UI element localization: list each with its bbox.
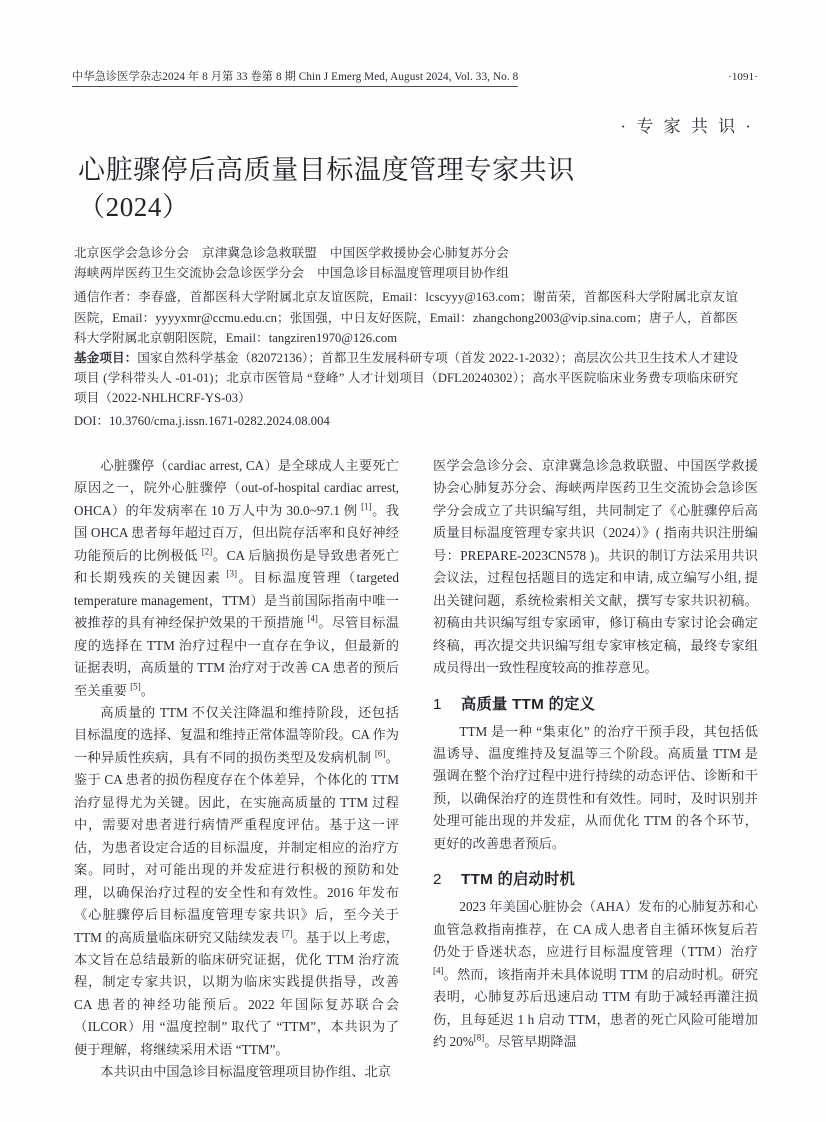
- reference-marker[interactable]: [1]: [361, 501, 372, 512]
- text-run: TTM 是一种 “集束化” 的治疗干预手段，其包括低温诱导、温度维持及复温等三个阶段。高质量 TTM 是强调在整个治疗过程中进行持续的动态评估、诊断和干预，以确保治疗的连贯性和有效性。同时，及时识别并处理可能出现的并发症，从而优化 TTM 的各个环节，更好的改善患者预后。: [433, 723, 758, 851]
- funding-statement: [74, 348, 738, 409]
- body-paragraph: [433, 721, 758, 856]
- text-run: 。目标温度管理（targeted temperature management，TTM）是当前国际指南中唯一被推荐的具有神经保护效果的干预措施: [74, 570, 399, 631]
- reference-marker[interactable]: [4]: [433, 965, 444, 976]
- text-run: 2023 年美国心脏协会（AHA）发布的心肺复苏和心血管急救指南推荐，在 CA 成人患者自主循环恢复后若仍处于昏迷状态，应进行目标温度管理（TTM）治疗: [433, 899, 758, 960]
- reference-marker[interactable]: [7]: [281, 928, 293, 939]
- right-column: [433, 455, 758, 1055]
- text-run: 心脏骤停（cardiac arrest, CA）是全球成人主要死亡原因之一，院外心脏骤停（out-of-hospital cardiac arrest, OHCA）的年发病率在 10 万人中为 30.0~97.1 例: [74, 458, 399, 518]
- text-run: 。鉴于 CA 患者的损伤程度存在个体差异，个体化的 TTM 治疗显得尤为关键。因此，在实施高质量的 TTM 过程中，需要对患者进行病情严重程度评估。基于这一评估，为患者设定合适的目标温度，并制定相应的治疗方案。同时，对可能出现的并发症进行积极的预防和处理，以确保治疗过程的安全性和有效性。2016 年发布《心脏骤停后目标温度管理专家共识》后，至今关于 TTM 的高质量临床研究又陆续发表: [74, 749, 399, 945]
- doi-line: DOI：10.3760/cma.j.issn.1671-0282.2024.08.004: [74, 413, 330, 428]
- corresponding-author: 通信作者：李春盛，首都医科大学附属北京友谊医院，Email：lcscyyy@163.com；谢苗荣，首都医科大学附属北京友谊医院，Email：yyyyxmr@ccmu.edu.cn；张国强，中日友好医院，Email：zhangchong2003@vip.sina.com；唐子人，首都医科大学附属北京朝阳医院，Email：tangziren1970@126.com: [74, 290, 738, 345]
- reference-marker[interactable]: [5]: [130, 681, 141, 692]
- reference-marker[interactable]: [8]: [473, 1032, 485, 1043]
- article-category-label: · 专 家 共 识 ·: [620, 117, 754, 136]
- section-number: 2: [433, 871, 442, 889]
- funding-text: 国家自然科学基金（82072136）；首都卫生发展科研专项（首发 2022-1-2032）；高层次公共卫生技术人才建设项目 (学科带头人 -01-01)；北京市医管局 “登峰” 人才计划项目（DFL20240302）；高水平医院临床业务费专项临床研究项目（2022-NHLHCRF-YS-03）: [74, 351, 738, 406]
- metadata-block: [74, 243, 738, 431]
- body-paragraph: [74, 1061, 399, 1083]
- affiliation-line-2: 海峡两岸医药卫生交流协会急诊医学分会 中国急诊目标温度管理项目协作组: [74, 266, 509, 281]
- affiliation-line-1: 北京医学会急诊分会 京津冀急诊急救联盟 中国医学救援协会心肺复苏分会: [74, 246, 509, 260]
- text-run: 。基于以上考虑，本文旨在总结最新的临床研究证据，优化 TTM 治疗流程，制定专家共识，以期为临床实践提供指导，改善 CA 患者的神经功能预后。2022 年国际复苏联合会（ILCOR）用 “温度控制” 取代了 “TTM”，本共识为了便于理解，将继续采用术语 “TTM”。: [74, 929, 399, 1057]
- page-title: [78, 152, 738, 226]
- page-number: ·1091·: [728, 71, 758, 83]
- section-number: 1: [433, 695, 442, 713]
- title-year: （2024）: [78, 192, 190, 222]
- reference-marker[interactable]: [2]: [201, 546, 213, 557]
- body-paragraph: [74, 702, 399, 1061]
- running-head: [72, 68, 758, 87]
- title-block: [78, 152, 738, 226]
- funding-label: 基金项目：: [74, 351, 138, 366]
- running-head-journal: 中华急诊医学杂志2024 年 8 月第 33 卷第 8 期 Chin J Emerg Med, August 2024, Vol. 33, No. 8: [72, 68, 518, 87]
- text-run: 本共识由中国急诊目标温度管理项目协作组、北京: [100, 1064, 391, 1080]
- text-run: 。: [140, 682, 154, 698]
- reference-marker[interactable]: [6]: [374, 748, 386, 759]
- text-run: 。我国 OHCA 患者每年超过百万，但出院存活率和良好神经功能预后的比例极低: [74, 502, 399, 563]
- body-paragraph: [433, 896, 758, 1053]
- section-heading: [433, 868, 758, 892]
- text-run: 高质量的 TTM 不仅关注降温和维持阶段，还包括目标温度的选择、复温和维持正常体温等阶段。CA 作为一种异质性疾病，具有不同的损伤类型及发病机制: [74, 704, 399, 765]
- section-title: TTM 的启动时机: [461, 871, 576, 889]
- reference-marker[interactable]: [4]: [307, 613, 318, 624]
- title-main: 心脏骤停后高质量目标温度管理专家共识: [78, 155, 575, 185]
- text-run: 。尽管早期降温: [484, 1033, 577, 1049]
- text-run: 。尽管目标温度的选择在 TTM 治疗过程中一直存在争议，但最新的证据表明，高质量的 TTM 治疗对于改善 CA 患者的预后至关重要: [74, 615, 400, 698]
- body-paragraph: [74, 455, 399, 702]
- text-run: 。然而，该指南并未具体说明 TTM 的启动时机。研究表明，心肺复苏后迅速启动 TTM 有助于减轻再灌注损伤，且每延迟 1 h 启动 TTM，患者的死亡风险可能增加约 20%: [433, 966, 758, 1049]
- body-columns: [74, 455, 758, 1080]
- body-paragraph: [433, 455, 758, 680]
- text-run: 。CA 后脑损伤是导致患者死亡和长期残疾的关键因素: [74, 547, 400, 586]
- left-column: [74, 455, 400, 1080]
- text-run: 医学会急诊分会、京津冀急诊急救联盟、中国医学救援协会心肺复苏分会、海峡两岸医药卫生交流协会急诊医学分会成立了共识编写组，共同制定了《心脏骤停后高质量目标温度管理专家共识（2024）》( 指南共识注册编号：PREPARE-2023CN578 )。共识的制订方法采用共识会议法，过程包括题目的选定和申请, 成立编写小组, 提出关键问题，系统检索相关文献，撰写专家共识初稿。初稿由共识编写组专家函审，修订稿由专家讨论会确定终稿，再次提交共识编写组专家审核定稿，最终专家组成员得出一致性程度较高的推荐意见。: [433, 458, 758, 676]
- section-title: 高质量 TTM 的定义: [461, 695, 596, 713]
- section-heading: [433, 693, 758, 717]
- reference-marker[interactable]: [3]: [226, 568, 237, 579]
